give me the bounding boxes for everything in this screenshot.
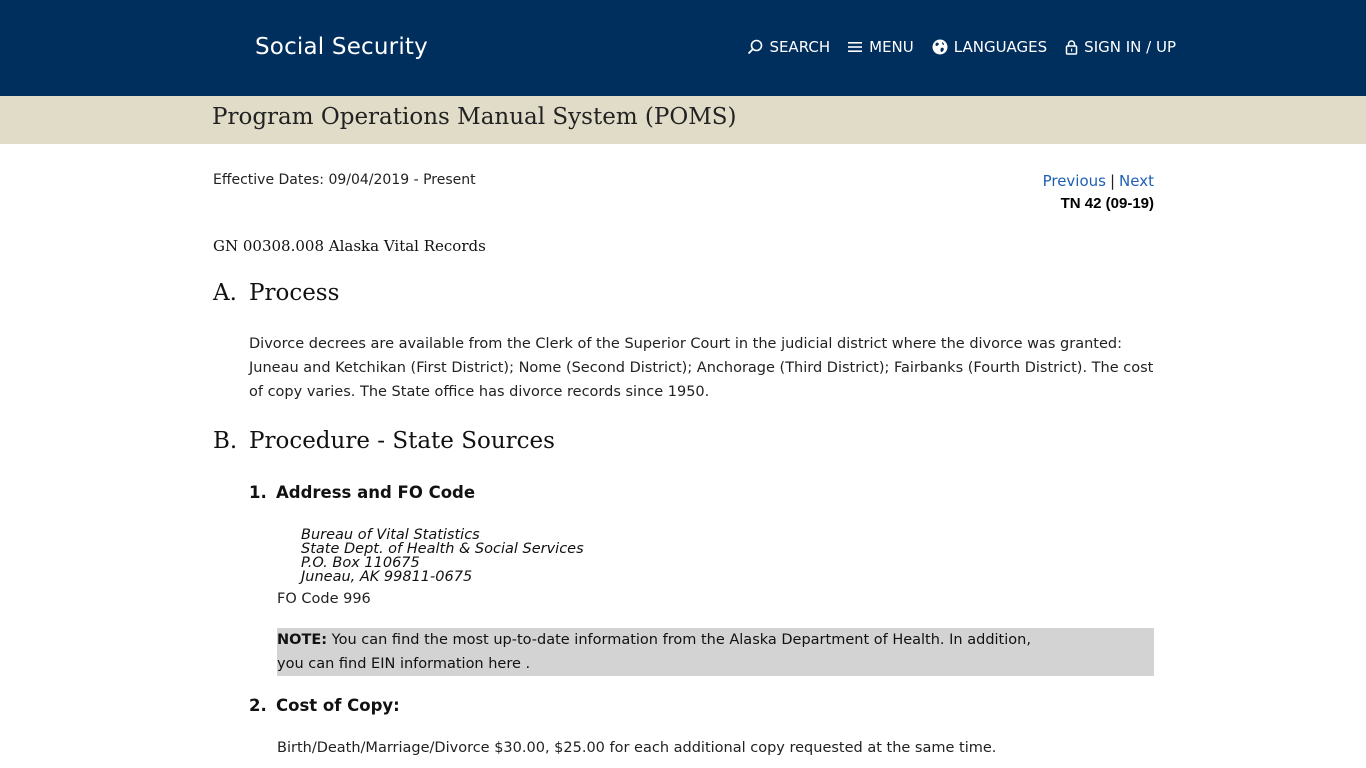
globe-icon [932, 39, 948, 55]
sign-in-button[interactable] [1065, 38, 1176, 56]
transmittal-number: TN 42 (09-19) [1060, 195, 1154, 212]
menu-button[interactable] [848, 38, 914, 56]
header-nav [747, 38, 1176, 56]
section-b-heading [213, 428, 555, 454]
site-header [0, 0, 1366, 96]
search-icon [747, 39, 763, 55]
subsection-2-title: Cost of Copy: [276, 696, 400, 715]
document-title: GN 00308.008 Alaska Vital Records [213, 237, 486, 255]
fo-code: FO Code 996 [277, 591, 371, 607]
section-a-title: Process [249, 280, 340, 306]
languages-label: LANGUAGES [953, 38, 1048, 56]
section-a-number: A. [213, 280, 237, 306]
section-a-text: Divorce decrees are available from the Clerk of the Superior Court in the judicial district where the divorce was granted: Juneau and Ketchikan (First District); Nome (Second District); Anchorage (Third District); Fairbanks (Fourth District). The cost of copy varies. The State office has divorce records since 1950. [249, 336, 1154, 400]
subsection-1-title: Address and FO Code [276, 483, 476, 502]
pagination-separator: | [1109, 172, 1116, 190]
sign-in-label: SIGN IN / UP [1084, 38, 1176, 56]
section-b-number: B. [213, 428, 238, 454]
previous-link[interactable]: Previous [1042, 172, 1106, 190]
next-link[interactable]: Next [1119, 172, 1154, 190]
note-box [277, 628, 1154, 676]
subsection-1-heading [249, 483, 475, 502]
section-b-title: Procedure - State Sources [249, 428, 555, 454]
languages-button[interactable] [932, 38, 1047, 56]
note-line-1 [277, 628, 1154, 652]
address-line: State Dept. of Health & Social Services [301, 541, 584, 557]
address-line: P.O. Box 110675 [301, 555, 420, 571]
lock-icon [1065, 40, 1078, 55]
subsection-1-number: 1. [249, 483, 267, 502]
address-line: Bureau of Vital Statistics [301, 527, 480, 543]
mailing-address [301, 528, 584, 584]
effective-dates: Effective Dates: 09/04/2019 - Present [213, 172, 476, 188]
site-brand[interactable]: Social Security [255, 34, 428, 60]
menu-label: MENU [869, 38, 914, 56]
search-button[interactable] [747, 38, 830, 56]
section-a-heading [213, 280, 339, 306]
subsection-2-heading [249, 696, 400, 715]
note-label: NOTE: [277, 632, 328, 648]
address-line: Juneau, AK 99811-0675 [301, 569, 473, 585]
cost-text: Birth/Death/Marriage/Divorce $30.00, $25.00 for each additional copy requested at the same time. [277, 740, 997, 756]
search-label: SEARCH [769, 38, 831, 56]
note-text-1: You can find the most up-to-date information from the Alaska Department of Health. In addition, [327, 632, 1031, 648]
subsection-2-number: 2. [249, 696, 267, 715]
poms-banner [0, 96, 1366, 144]
pagination [1043, 172, 1154, 190]
menu-icon [848, 40, 863, 54]
page-title: Program Operations Manual System (POMS) [212, 104, 737, 130]
note-text-2: you can find EIN information here . [277, 656, 531, 672]
